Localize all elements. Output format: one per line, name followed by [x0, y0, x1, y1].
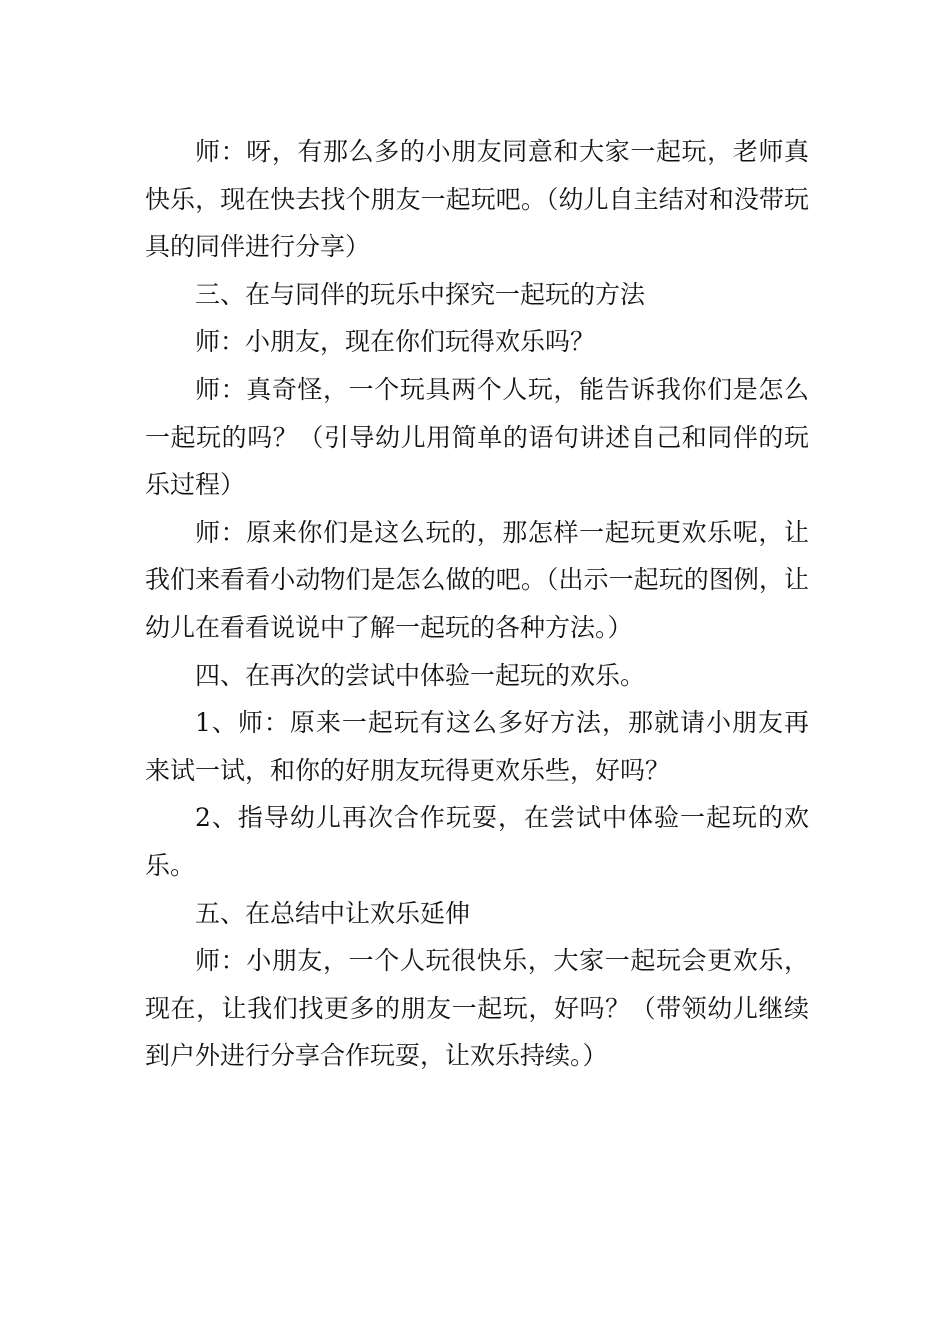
paragraph-teacher-dialogue: 师：小朋友，一个人玩很快乐，大家一起玩会更欢乐，现在，让我们找更多的朋友一起玩，好吗？（带领幼儿继续到户外进行分享合作玩耍，让欢乐持续。）	[145, 946, 809, 1071]
paragraph-teacher-dialogue: 师：呀，有那么多的小朋友同意和大家一起玩，老师真快乐，现在快去找个朋友一起玩吧。（幼儿自主结对和没带玩具的同伴进行分享）	[145, 137, 809, 262]
paragraph-teacher-dialogue: 师：真奇怪，一个玩具两个人玩，能告诉我你们是怎么一起玩的吗？（引导幼儿用简单的语句讲述自己和同伴的玩乐过程）	[145, 374, 809, 500]
document-body	[145, 128, 809, 1080]
numbered-step-2: 2、指导幼儿再次合作玩耍，在尝试中体验一起玩的欢乐。	[145, 803, 809, 880]
section-heading-4: 四、在再次的尝试中体验一起玩的欢乐。	[195, 660, 646, 690]
paragraph-teacher-dialogue: 师：小朋友，现在你们玩得欢乐吗？	[195, 327, 596, 357]
section-heading-5: 五、在总结中让欢乐延伸	[195, 898, 471, 928]
numbered-step-1: 1、师：原来一起玩有这么多好方法，那就请小朋友再来试一试，和你的好朋友玩得更欢乐些，好吗？	[145, 708, 809, 785]
paragraph-teacher-dialogue: 师：原来你们是这么玩的，那怎样一起玩更欢乐呢，让我们来看看小动物们是怎么做的吧。（出示一起玩的图例，让幼儿在看看说说中了解一起玩的各种方法。）	[145, 517, 809, 642]
section-heading-3: 三、在与同伴的玩乐中探究一起玩的方法	[195, 279, 646, 309]
